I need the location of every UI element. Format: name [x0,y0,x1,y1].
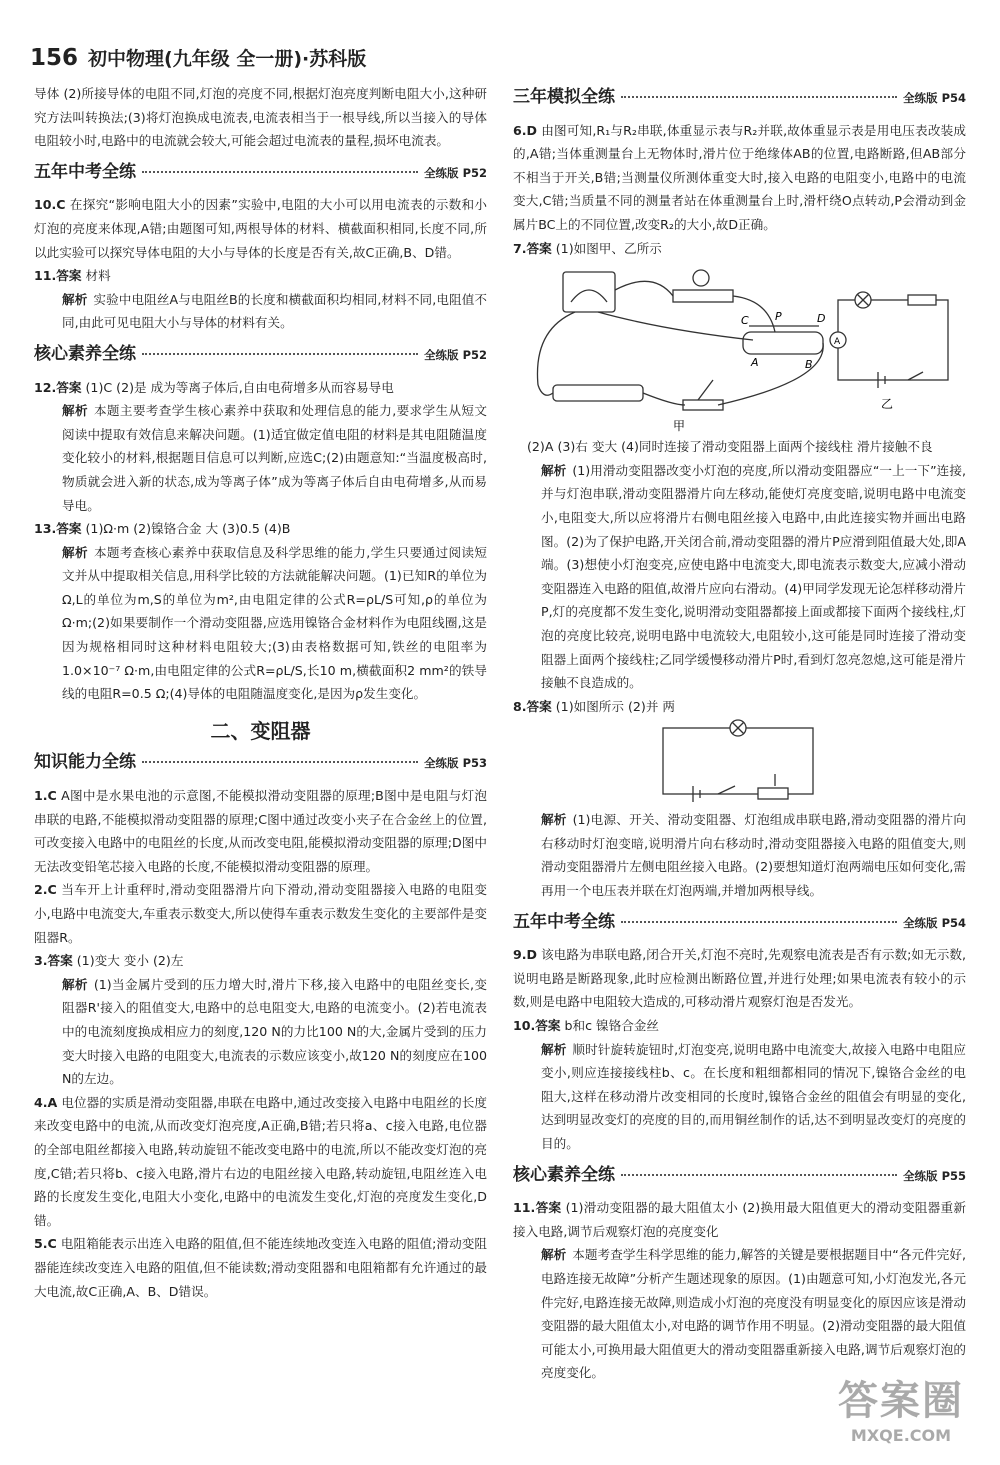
item-answer: (1)Ω·m (2)镍铬合金 大 (3)0.5 (4)B [85,521,291,537]
item-number: 9.D [513,947,538,963]
fig-label-yi: 乙 [881,397,894,412]
answer-item [34,517,487,541]
section-dots [621,921,897,923]
item-number: 4.A [34,1094,58,1110]
fig-label-p: P [775,310,782,324]
item-text: 电位器的实质是滑动变阻器,串联在电路中,通过改变接入电路中电阻丝的长度来改变电路中的电流,从而改变灯泡亮度,A正确,B错;若只将a、c接入电路,电位器的全部电阻丝都接入电路,转动旋钮不能改变电路中的电流,所以不能改变灯泡的亮度,C错;若只将b、c接入电路,滑片右边的电阻丝接入电路,转动旋钮,电阻丝连入电路的长度发生变化,电阻大小变化,电路中的电流发生变化,灯泡的亮度发生变化,D错。 [34,1094,487,1228]
explanation-text: (1)当金属片受到的压力增大时,滑片下移,接入电路中的电阻丝变长,变阻器R'接入的阻值变大,电路中的总电阻变大,电路的电流变小。(2)若电流表中的电流刻度换成相应力的刻度,120 N的力比100 N的大,金属片受到的压力变大时接入电路的电阻变大,电流表的示数应该变小,故120 N的刻度应在100 N的左边。 [62,976,487,1087]
section-title: 五年中考全练 [34,161,136,182]
schematic-loop [663,728,813,794]
item-number: 12.答案 [34,379,82,395]
explanation [513,808,966,902]
battery-device [553,385,643,401]
item-number: 7.答案 [513,240,552,256]
explanation-text: 实验中电阻丝A与电阻丝B的长度和横截面积均相同,材料不同,电阻值不同,由此可见电阻大小与导体的材料有关。 [62,291,488,331]
ammeter-label: A [834,337,841,348]
explanation-label: 解析 [62,544,88,560]
switch-symbol [908,372,923,380]
section-dots [621,1174,897,1176]
item-number: 10.答案 [513,1018,561,1034]
right-column [513,82,966,1385]
section-header [34,343,487,368]
explanation-text: (1)用滑动变阻器改变小灯泡的亮度,所以滑动变阻器应“一上一下”连接,并与灯泡串联,滑动变阻器滑片向左移动,能使灯亮度变暗,说明电路中电流变小,电阻变大,所以应将滑片右侧电阻丝接入电路中,由此连接实物并画出电路图。(2)为了保护电路,开关闭合前,滑动变阻器的滑片P应滑到阻值最大处,即A端。(3)想使小灯泡变亮,应使电路中电流变大,即电流表示数变大,应减小滑动变阻器连入电路的阻值,故滑片应向右滑动。(4)甲同学发现无论怎样移动滑片P,灯的亮度都不发生变化,说明滑动变阻器都接上面或都接下面两个接线柱,灯泡的亮度比较亮,说明电路中电流较大,电阻较小,这可能是同时连接了滑动变阻器上面两个接线柱;乙同学缓慢移动滑片P时,看到灯忽亮忽熄,这可能是滑片接触不良造成的。 [541,462,966,691]
item-answer: (1)变大 变小 (2)左 [76,953,184,969]
section-header [34,751,487,776]
wire [718,343,823,405]
answer-item [513,943,966,1014]
explanation [34,399,487,517]
item-number: 1.C [34,788,57,804]
item-answer: (1)滑动变阻器的最大阻值太小 (2)换用最大阻值更大的滑动变阻器重新接入电路,调节后观察灯泡的亮度变化 [513,1200,966,1239]
explanation [513,1243,966,1385]
item-answer: b和c 镍铬合金丝 [564,1018,659,1034]
switch-symbol [718,786,735,794]
explanation-text: (1)电源、开关、滑动变阻器、灯泡组成串联电路,滑动变阻器的滑片向右移动时灯泡变暗,说明滑片向右移动时,滑动变阻器接入电路的阻值变大,则滑动变阻器滑片左侧电阻丝接入电路。(2)要想知道灯泡两端电压如何变化,需再用一个电压表并联在灯泡两端,并增加两根导线。 [541,812,966,899]
answer-item [513,1196,966,1243]
explanation-text: 本题考查学生科学思维的能力,解答的关键是要根据题目中“各元件完好,电路连接无故障”分析产生题述现象的原因。(1)由题意可知,小灯泡发光,各元件完好,电路连接无故障,则造成小灯泡的亮度没有明显变化的原因应该是滑动变阻器的最大阻值太小,对电路的调节作用不明显。(2)滑动变阻器的最大阻值可能太小,可换用最大阻值更大的滑动变阻器重新接入电路,调节后观察灯泡的亮度变化。 [541,1247,967,1381]
circuit-figure-jia-yi [513,260,966,435]
rheostat-device [743,332,823,354]
section-dots [142,353,418,355]
section-ref: 全练版 P55 [903,1168,966,1183]
wire [538,385,553,395]
fig-label-b: B [805,358,813,372]
answer-item [34,193,487,264]
circuit-figure-q8 [513,718,966,808]
item-answer-cont: (2)A (3)右 变大 (4)同时连接了滑动变阻器上面两个接线柱 滑片接触不良 [527,439,933,455]
item-number: 3.答案 [34,953,73,969]
explanation-label: 解析 [541,1041,567,1057]
schematic-loop [838,300,948,380]
wire [643,393,685,405]
item-number: 8.答案 [513,698,552,714]
switch-lever [698,380,713,400]
fig-label-c: C [741,314,749,328]
section-header [513,1164,966,1189]
item-number: 11.答案 [513,1200,562,1216]
explanation-text: 顺时针旋转旋钮时,灯泡变亮,说明电路中电流变大,故接入电路中电阻应变小,则应连接接线柱b、c。在长度和粗细都相同的情况下,镍铬合金丝的电阻大,这样在移动滑片改变相同的长度时,镍铬合金丝的阻值会有明显的变化,达到明显改变灯的亮度的目的,而用铜丝制作的话,达不到明显改变灯的亮度的目的。 [541,1041,966,1151]
section-title: 五年中考全练 [513,911,615,932]
item-answer: 材料 [85,268,111,284]
item-text: 当车开上计重秤时,滑动变阻器滑片向下滑动,滑动变阻器接入电路的电阻变小,电路中电流变大,车重表示数变大,所以使得车重表示数发生变化的主要部件是变阻器R。 [34,882,487,945]
page-number: 156 [30,45,79,71]
bulb-icon [693,270,709,286]
answer-item [513,1014,966,1038]
rheostat-symbol [758,788,788,799]
explanation [513,459,966,695]
item-number: 13.答案 [34,521,82,537]
explanation-text: 本题主要考查学生核心素养中获取和处理信息的能力,要求学生从短文阅读中提取有效信息来解决问题。(1)适宜做定值电阻的材料是其电阻随温度变化较小的材料,根据题目信息可以判断,应选C;(2)由题意知:“当温度极高时,物质就会进入新的状态,成为等离子体”成为等离子体后自由电荷增多,从而易导电。 [62,403,487,513]
switch-device [683,400,723,410]
section-title: 三年模拟全练 [513,87,615,107]
section-ref: 全练版 P52 [424,165,487,180]
answer-item [34,1232,487,1303]
wire [537,312,575,385]
resistor-symbol [908,295,936,305]
ammeter-dial [571,290,607,302]
explanation [34,973,487,1091]
answer-item [34,784,487,878]
watermark-sub: MXQE.COM [850,1426,952,1445]
answer-item [513,237,966,261]
section-title: 知识能力全练 [34,752,136,773]
section-ref: 全练版 P54 [903,91,966,105]
item-answer: (1)如图甲、乙所示 [555,240,662,256]
bulb-base [673,290,733,302]
ammeter-device [563,272,615,312]
answer-item [34,264,487,288]
item-answer: (1)C (2)是 成为等离子体后,自由电荷增多从而容易导电 [85,379,394,395]
section-title: 核心素养全练 [34,343,136,364]
explanation [513,1038,966,1156]
item-text: 在探究“影响电阻大小的因素”实验中,电阻的大小可以用电流表的示数和小灯泡的亮度来体现,A错;由题图可知,两根导体的材料、横截面积相同,长度不同,所以此实验可以探究导体电阻的大小与导体的长度是否有关,故C正确,B、D错。 [34,197,487,260]
item-text: A图中是水果电池的示意图,不能模拟滑动变阻器的原理;B图中是电阻与灯泡串联的电路,不能模拟滑动变阻器的原理;C图中通过改变小夹子在合金丝上的位置,可改变接入电路中的电阻丝的长度,从而改变电阻,能模拟滑动变阻器的原理;D图中无法改变铅笔芯接入电路的长度,不能模拟滑动变阻器的原理。 [34,788,487,874]
explanation [34,541,487,706]
fig-label-jia: 甲 [673,419,686,434]
item-text: 由图可知,R₁与R₂串联,体重显示表与R₂并联,故体重显示表是用电压表改装成的,A错;当体重测量台上无物体时,滑片位于绝缘体AB的位置,电路断路,但AB部分不相当于开关,B错;当测量仪所测体重变大时,接入电路的电阻变小,电路中的电流变大,C错;当质量不同的测量者站在体重测量台上时,滑杆绕O点转动,P会滑动到金属片BC上的不同位置,改变R₂的大小,故D正确。 [513,122,966,232]
watermark-logo [826,1369,976,1445]
section-dots [621,96,897,98]
answer-item [34,376,487,400]
item-number: 5.C [34,1236,57,1252]
book-title: 初中物理(九年级 全一册)·苏科版 [88,48,367,70]
answer-item [513,119,966,237]
item-text: 电阻箱能表示出连入电路的阻值,但不能连续地改变连入电路的阻值;滑动变阻器能连续改变连入电路的阻值,但不能读数;滑动变阻器和电阻箱都有允许通过的最大电流,故C正确,A、B、D错误。 [34,1236,487,1299]
section-header [34,161,487,186]
section-ref: 全练版 P54 [903,915,966,930]
item-number: 6.D [513,122,538,138]
answer-item [34,878,487,949]
section-dots [142,761,418,763]
explanation-label: 解析 [541,812,567,828]
fig-label-a: A [751,356,759,370]
explanation-label: 解析 [62,403,88,419]
chapter-title: 二、变阻器 [210,718,311,743]
wire [615,281,673,296]
left-column [34,82,487,1303]
item-number: 11.答案 [34,268,82,284]
section-dots [142,171,418,173]
item-text: 该电路为串联电路,闭合开关,灯泡不亮时,先观察电流表是否有示数;如无示数,说明电路是断路现象,此时应检测出断路位置,并进行处理;如果电流表有较小的示数,则是电路中电阻较大造成的,可移动滑片观察灯泡是否发光。 [513,947,966,1010]
intro-text: 导体 (2)所接导体的电阻不同,灯泡的亮度不同,根据灯泡亮度判断电阻大小,这种研究方法叫转换法;(3)将灯泡换成电流表,电流表相当于一根导线,所以当接入的导体电阻较小时,电路中的电流就会较大,可能会超过电流表的量程,损坏电流表。 [34,86,487,149]
explanation-label: 解析 [62,976,88,992]
section-title: 核心素养全练 [513,1164,615,1185]
item-number: 10.C [34,197,66,213]
item-number: 2.C [34,882,57,898]
explanation-label: 解析 [62,291,88,307]
answer-item [34,949,487,973]
answer-item [513,695,966,719]
explanation [34,288,487,335]
section-ref: 全练版 P52 [424,347,487,362]
page-header [30,44,366,76]
section-ref: 全练版 P53 [424,756,487,771]
answer-item [34,1091,487,1233]
explanation-label: 解析 [541,1247,567,1263]
item-answer: (1)如图所示 (2)并 两 [555,698,676,714]
explanation-label: 解析 [541,462,567,478]
watermark-main: 答案圈 [838,1378,964,1424]
explanation-text: 本题考查核心素养中获取信息及科学思维的能力,学生只要通过阅读短文并从中提取相关信息,用科学比较的方法就能解决问题。(1)已知R的单位为Ω,L的单位为m,S的单位为m²,由电阻定律的公式R=ρL/S可知,ρ的单位为Ω·m;(2)如果要制作一个滑动变阻器,应选用镍铬合金材料作为电阻线圈,这是因为规格相同时这种材料电阻较大;(3)由表格数据可知,铁丝的电阻率为1.0×10⁻⁷ Ω·m,由电阻定律的公式R=ρL/S,长10 m,横截面积2 mm²的铁导线的电阻R=0.5 Ω;(4)导体的电阻随温度变化,是因为ρ发生变化。 [62,544,487,702]
section-header [513,86,966,111]
section-header [513,911,966,936]
fig-label-d: D [817,312,826,326]
wire [598,312,753,340]
